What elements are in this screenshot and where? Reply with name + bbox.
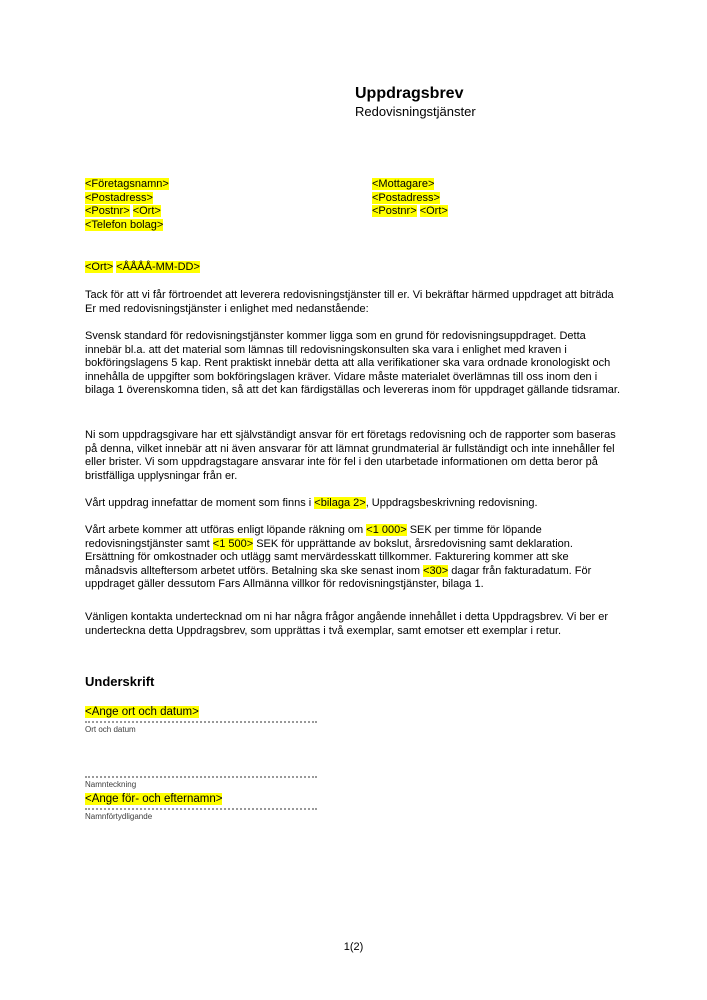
paragraph-scope [85, 497, 623, 511]
recipient-zip-city-field[interactable] [372, 205, 448, 219]
paragraph-fees [85, 524, 623, 592]
recipient-street-field[interactable] [372, 192, 448, 206]
signature-caption-place-date: Ort och datum [85, 725, 136, 734]
text-run: Vårt uppdrag innefattar de moment som finns i [85, 497, 315, 509]
document-subtitle: Redovisningstjänster [355, 104, 476, 119]
placeholder-highlight[interactable]: <Företagsnamn> [85, 178, 169, 190]
text-run: SEK per timme för löpande redovisningstjänster samt [85, 524, 542, 550]
recipient-address-block [372, 178, 448, 219]
place-date-line[interactable] [85, 261, 200, 275]
signature-rule-place-date [85, 721, 317, 723]
signature-heading: Underskrift [85, 674, 155, 689]
sender-zip-city-field[interactable] [85, 205, 169, 219]
text-run: Ni som uppdragsgivare har ett självständigt ansvar för ert företags redovisning och de rapporter som baseras på denna, vilket innebär att ni även ansvarar för att lämnat grundmaterial är fullständigt och inte innehåller fel eller brister. Vi som uppdragstagare ansvarar inte för fel i den utarbetade informationen om detta beror på bristfälliga upplysningar från er. [85, 429, 616, 482]
text-run: Svensk standard för redovisningstjänster kommer ligga som en grund för redovisningsuppdraget. Detta innebär bl.a. att det material som lämnas till redovisningskonsulten ska vara i enlighet med kraven i bokföringslagens 5 kap. Rent praktiskt innebär detta att alla verifikationer ska vara ordnade kronologiskt och innehålla de uppgifter som bokföringslagen kräver. Vidare måste materialet överlämnas till oss inom den i bilaga 1 överenskomna tiden, så att det kan färdigställas och levereras inom för uppdraget gällande tidsramar. [85, 330, 621, 396]
placeholder-highlight[interactable]: <Ort> [132, 205, 161, 217]
sender-street-field[interactable] [85, 192, 169, 206]
placeholder-highlight[interactable]: <Postadress> [372, 191, 440, 204]
signature-field-place-date [85, 705, 317, 734]
placeholder-highlight[interactable]: <ÅÅÅÅ-MM-DD> [116, 261, 200, 273]
signature-rule-signature[interactable] [85, 776, 317, 778]
signature-field-name-clarification [85, 792, 317, 821]
placeholder-highlight[interactable]: <Telefon bolag> [85, 218, 164, 231]
placeholder-highlight[interactable]: <Ort> [419, 205, 448, 217]
text-run: Tack för att vi får förtroendet att leverera redovisningstjänster till er. Vi bekräftar härmed uppdraget att biträda Er med redovisningstjänster i enlighet med nedanstående: [85, 289, 614, 315]
text-run: Vänligen kontakta undertecknad om ni har några frågor angående innehållet i detta Uppdragsbrev. Vi ber er underteckna detta Uppdragsbrev, som upprättas i två exemplar, samt emotser ett exemplar i retur. [85, 611, 609, 637]
paragraph-responsibility [85, 429, 623, 483]
placeholder-highlight[interactable]: <bilaga 2> [314, 497, 366, 509]
signature-caption-name-clarification: Namnförtydligande [85, 812, 153, 821]
place-date-input[interactable] [85, 705, 317, 721]
placeholder-highlight[interactable]: <Ange ort och datum> [85, 706, 199, 718]
text-run: , Uppdragsbeskrivning redovisning. [365, 497, 538, 509]
name-clarification-input[interactable] [85, 792, 317, 808]
placeholder-highlight[interactable]: <Ort> [85, 261, 114, 273]
text-run: dagar från fakturadatum. För uppdraget gäller dessutom Fars Allmänna villkor för redovisningstjänster, bilaga 1. [85, 564, 592, 590]
paragraph-standard [85, 330, 623, 398]
placeholder-highlight[interactable]: <30> [423, 564, 449, 577]
document-title: Uppdragsbrev [355, 85, 464, 102]
placeholder-highlight[interactable]: <Postadress> [85, 191, 153, 204]
recipient-name-field[interactable] [372, 178, 448, 192]
placeholder-highlight[interactable]: <1 000> [366, 524, 407, 536]
text-run: Vårt arbete kommer att utföras enligt löpande räkning om [85, 524, 367, 536]
letterhead [355, 84, 476, 119]
signature-field-signature [85, 776, 317, 789]
sender-phone-field[interactable] [85, 219, 169, 233]
signature-rule-name-clarification [85, 808, 317, 810]
paragraph-intro [85, 289, 623, 316]
sender-address-block [85, 178, 169, 232]
text-run: SEK för upprättande av bokslut, årsredovisning samt deklaration. Ersättning för omkostnader och utlägg samt mervärdesskatt tillkommer. Fakturering kommer att ske månadsvis allteftersom arbetet utförs. Betalning ska ske senast inom [85, 537, 573, 577]
placeholder-highlight[interactable]: <Ange för- och efternamn> [85, 793, 223, 805]
signature-caption-signature: Namnteckning [85, 780, 137, 789]
placeholder-highlight[interactable]: <1 500> [212, 537, 254, 550]
sender-company-field[interactable] [85, 178, 169, 192]
placeholder-highlight[interactable]: <Postnr> [372, 205, 417, 217]
placeholder-highlight[interactable]: <Mottagare> [372, 178, 435, 190]
placeholder-highlight[interactable]: <Postnr> [85, 205, 130, 217]
paragraph-closing [85, 611, 623, 638]
page-number: 1(2) [343, 941, 364, 953]
